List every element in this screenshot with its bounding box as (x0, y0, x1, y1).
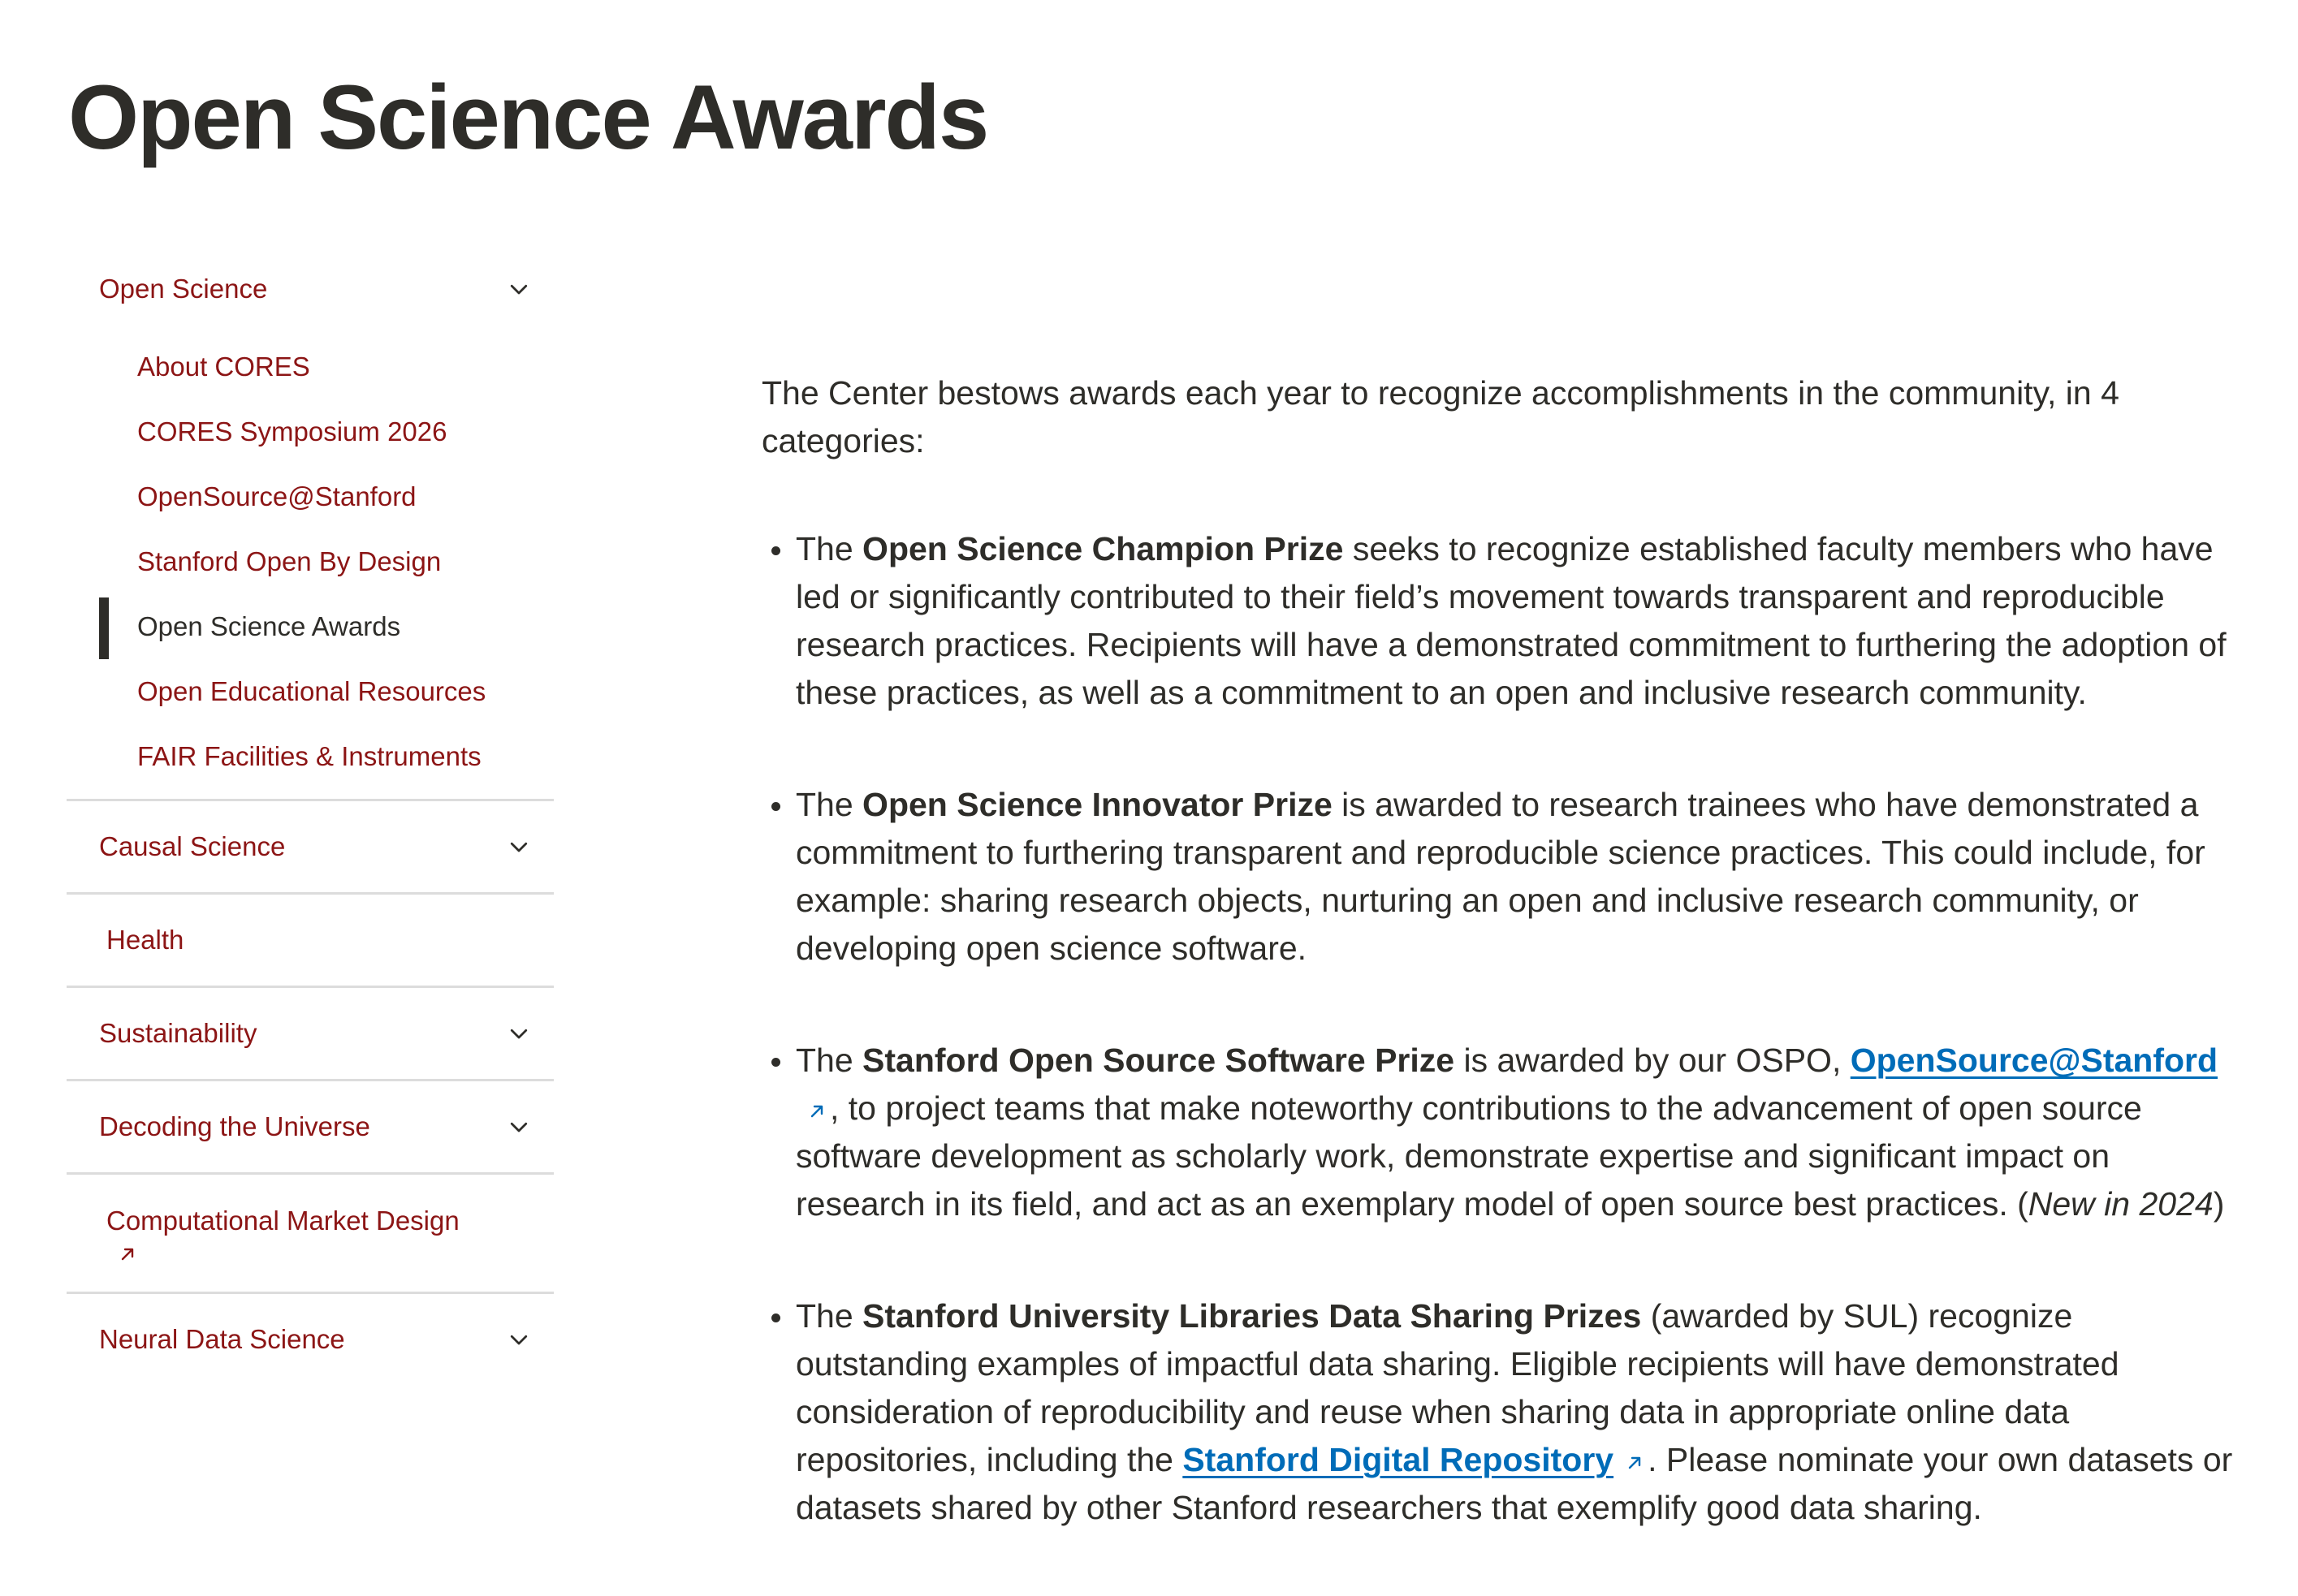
active-indicator (99, 597, 109, 659)
list-item (762, 525, 2248, 717)
external-link-icon (118, 1244, 137, 1264)
intro-text: The Center bestows awards each year to recognize accomplishments in the community, in 4 categories: (762, 374, 2119, 459)
sidebar-item-opensource-stanford[interactable]: OpenSource@Stanford (137, 481, 417, 511)
sidebar-item-decoding-universe[interactable] (67, 1081, 554, 1172)
sidebar-item-label: Causal Science (99, 831, 286, 861)
sidebar-item-label: Computational Market Design (106, 1206, 460, 1236)
sidebar-item-neural-data-science[interactable] (67, 1294, 554, 1385)
sidebar-item-label: Open Science Awards (137, 611, 401, 641)
chevron-down-icon[interactable] (507, 1021, 531, 1046)
sidebar-item-open-by-design[interactable]: Stanford Open By Design (137, 546, 442, 576)
sidebar-item-open-educational-resources[interactable]: Open Educational Resources (137, 676, 486, 706)
stanford-digital-repository-link[interactable]: Stanford Digital Repository (1182, 1441, 1614, 1478)
chevron-down-icon[interactable] (507, 277, 531, 301)
list-item (762, 1037, 2248, 1228)
sidebar-item-label: Open Science (99, 274, 268, 304)
list-item (762, 781, 2248, 973)
award-name: Stanford Open Source Software Prize (862, 1042, 1455, 1079)
sidebar-item-label: Decoding the Universe (99, 1111, 370, 1141)
list-item (762, 1292, 2248, 1532)
nav-group-open-science (67, 244, 554, 799)
sidebar-item-cores-symposium[interactable]: CORES Symposium 2026 (137, 416, 447, 446)
sidebar-item-open-science-awards[interactable] (67, 594, 554, 659)
award-description: is awarded by our OSPO, (1454, 1042, 1851, 1079)
sidebar-item-health[interactable]: Health (106, 925, 184, 955)
sidebar-item-open-science[interactable] (67, 244, 554, 334)
award-prefix: The (796, 786, 863, 823)
sidebar-item-label: Sustainability (99, 1018, 257, 1048)
sidebar-nav (67, 244, 554, 1385)
external-link-icon (1625, 1453, 1644, 1473)
chevron-down-icon[interactable] (507, 1115, 531, 1139)
page-title: Open Science Awards (68, 67, 988, 168)
sidebar-item-computational-market-design[interactable] (67, 1175, 554, 1292)
award-description-cont: , to project teams that make noteworthy contributions to the advancement of open source software development as scholarly work, demonstrate expertise and significant impact on research in its field, and act as an exemplary model of open source best practices. ( (796, 1089, 2142, 1223)
award-name: Stanford University Libraries Data Sharing Prizes (862, 1297, 1642, 1335)
awards-list (762, 525, 2248, 1532)
award-name: Open Science Innovator Prize (862, 786, 1333, 823)
sidebar-item-about-cores[interactable]: About CORES (137, 352, 310, 382)
sidebar-item-fair-facilities[interactable]: FAIR Facilities & Instruments (137, 741, 482, 771)
sidebar-item-causal-science[interactable] (67, 801, 554, 892)
external-link-icon (807, 1102, 827, 1121)
new-in-2024-note: New in 2024 (2028, 1185, 2214, 1223)
sidebar-item-sustainability[interactable] (67, 988, 554, 1079)
chevron-down-icon[interactable] (507, 1327, 531, 1352)
award-name: Open Science Champion Prize (862, 530, 1344, 567)
opensource-stanford-link[interactable]: OpenSource@Stanford (1850, 1042, 2218, 1079)
main-content (762, 369, 2248, 1596)
award-description: is awarded to research trainees who have demonstrated a commitment to furthering transparent and reproducible science practices. This could include, for example: sharing research objects, nurturing an open and inclusive research community, or developing open science software. (796, 786, 2205, 967)
closing-paren: ) (2213, 1185, 2225, 1223)
award-description: seeks to recognize established faculty members who have led or significantly contributed to their field’s movement towards transparent and reproducible research practices. Recipients will have a demonstrated commitment to furthering the adoption of these practices, as well as a commitment to an open and inclusive research community. (796, 530, 2227, 711)
award-prefix: The (796, 1042, 863, 1079)
award-description-cont: . Please nominate your own datasets or datasets shared by other Stanford researchers that exemplify good data sharing. (796, 1441, 2233, 1526)
award-description: (awarded by SUL) recognize outstanding examples of impactful data sharing. Eligible recipients will have demonstrated consideration of reproducibility and reuse when sharing data in appropriate online data repositories, including the (796, 1297, 2119, 1478)
chevron-down-icon[interactable] (507, 835, 531, 859)
sidebar-item-label: Neural Data Science (99, 1324, 345, 1354)
award-prefix: The (796, 530, 863, 567)
open-science-submenu (67, 334, 554, 799)
award-prefix: The (796, 1297, 863, 1335)
